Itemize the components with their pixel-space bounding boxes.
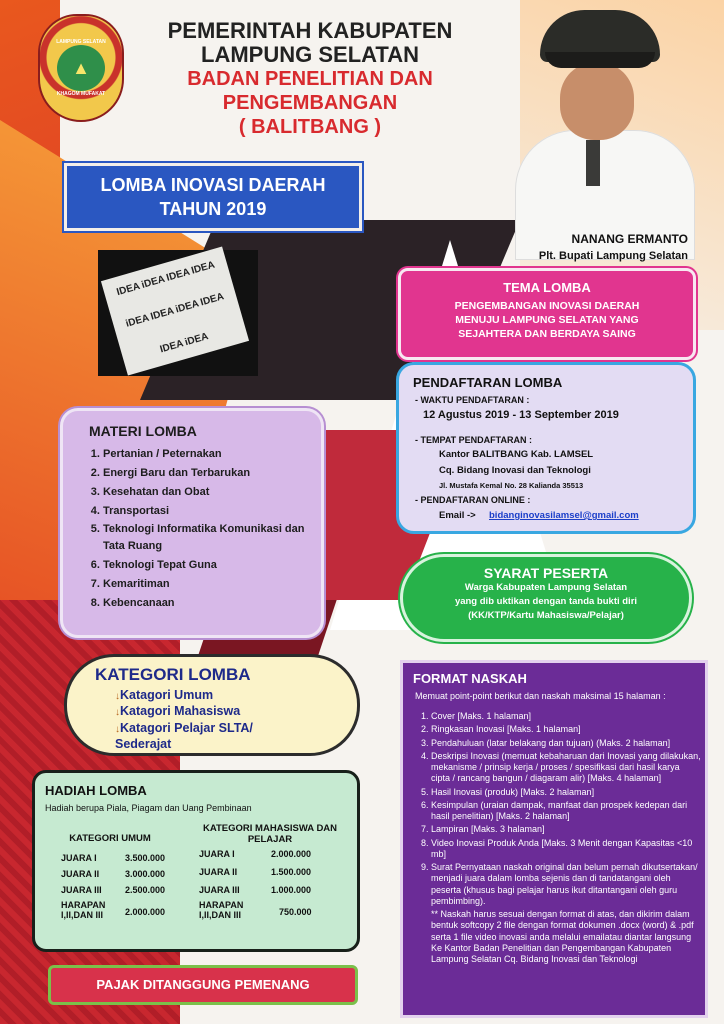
contest-banner (64, 163, 362, 231)
materi-item: 6. Teknologi Tepat Guna (103, 556, 321, 575)
umum-label: JUARA III (61, 885, 102, 895)
tempat-line-2: Cq. Bidang Inovasi dan Teknologi (439, 465, 591, 476)
idea-word: IDEA (158, 338, 185, 356)
syarat-line-3: (KK/KTP/Kartu Mahasiswa/Pelajar) (468, 609, 624, 621)
syarat-box (400, 554, 692, 642)
header-line-1: PEMERINTAH KABUPATEN (167, 18, 453, 43)
materi-box (60, 408, 324, 638)
tema-box (398, 268, 696, 360)
tema-line-2: MENUJU LAMPUNG SELATAN YANG (455, 314, 639, 327)
format-item: 3. Pendahuluan (latar belakang dan tujuan) (Maks. 2 halaman] (431, 738, 701, 749)
umum-value: 3.000.000 (125, 869, 166, 879)
idea-word: IDEA (149, 305, 176, 324)
format-item: 2. Ringkasan Inovasi [Maks. 1 halaman] (431, 724, 701, 735)
kategori-item: ↓ Katagori Mahasiswa (115, 703, 305, 719)
format-item: 8. Video Inovasi Produk Anda [Maks. 3 Menit dengan Kapasitas <10 mb] (431, 838, 701, 861)
tempat-line-1: Kantor BALITBANG Kab. LAMSEL (439, 449, 594, 460)
mahasiswa-label: JUARA III (199, 885, 240, 895)
idea-word: IDEA (199, 291, 226, 309)
format-intro: Memuat point-point berikut dan naskah maksimal 15 halaman : (415, 691, 666, 701)
header-line-4: PENGEMBANGAN (222, 92, 398, 114)
kategori-title: KATEGORI LOMBA (95, 665, 251, 684)
pendaftaran-title: PENDAFTARAN LOMBA (413, 375, 563, 390)
hadiah-title: HADIAH LOMBA (45, 783, 147, 798)
tema-title: TEMA LOMBA (503, 280, 591, 295)
header-line-2: LAMPUNG SELATAN (201, 42, 419, 67)
mahasiswa-value: 2.000.000 (271, 849, 312, 859)
hadiah-box (32, 770, 360, 952)
waktu-value: 12 Agustus 2019 - 13 September 2019 (423, 409, 619, 421)
syarat-line-2: yang dib uktikan dengan tanda bukti diri (454, 595, 638, 607)
official-cap-visor (545, 52, 655, 68)
idea-word: IDEA (165, 266, 192, 284)
idea-word: iDEA (183, 330, 210, 349)
materi-list (73, 445, 321, 613)
idea-word: iDEA (124, 313, 151, 331)
banner-line-1: LOMBA INOVASI DAERAH (100, 174, 326, 195)
idea-word: iDEA (140, 273, 167, 292)
kategori-list (115, 687, 305, 752)
mahasiswa-value: 750.000 (279, 907, 312, 917)
materi-title: MATERI LOMBA (89, 423, 197, 439)
umum-value: 2.500.000 (125, 885, 166, 895)
tempat-label: - TEMPAT PENDAFTARAN : (415, 435, 532, 445)
kategori-item: ↓ Katagori Pelajar SLTA/ Sederajat (115, 720, 305, 753)
waktu-label: - WAKTU PENDAFTARAN : (415, 395, 530, 405)
logo-emblem-icon: ▲ (57, 45, 105, 91)
materi-item: 8. Kebencanaan (103, 594, 321, 613)
pendaftaran-box (396, 362, 696, 534)
format-item: 6. Kesimpulan (uraian dampak, manfaat dan prospek kedepan dari hasil penelitian) [Maks. 2 halaman] (431, 800, 701, 823)
mahasiswa-value: 1.500.000 (271, 867, 312, 877)
official-face (560, 62, 634, 140)
format-box (400, 660, 708, 1018)
tema-line-3: SEJAHTERA DAN BERDAYA SAING (458, 328, 636, 341)
regency-logo (38, 14, 124, 122)
syarat-title: SYARAT PESERTA (483, 565, 609, 581)
kategori-box (64, 654, 360, 756)
umum-value: 2.000.000 (125, 907, 166, 917)
hadiah-col1-header: KATEGORI UMUM (69, 833, 151, 844)
format-item: 9. Surat Pernyataan naskah original dan belum pernah dikutsertakan/ menjadi juara dalam lomba sejenis dan di tandatangani oleh peserta (khusus bagi pelajar harus ikut ditantangani oleh guru pembimbing). (431, 862, 701, 907)
idea-word: iDEA (174, 298, 201, 316)
format-title: FORMAT NASKAH (413, 671, 527, 686)
idea-word: IDEA (190, 259, 217, 277)
mahasiswa-label: JUARA II (199, 867, 238, 877)
umum-label: JUARA I (61, 853, 97, 863)
materi-item: 1. Pertanian / Peternakan (103, 445, 321, 464)
materi-item: 3. Kesehatan dan Obat (103, 483, 321, 502)
header-line-3: BADAN PENELITIAN DAN (187, 68, 433, 90)
format-list (411, 711, 701, 965)
umum-value: 3.500.000 (125, 853, 166, 863)
email-link[interactable]: bidanginovasilamsel@gmail.com (489, 510, 639, 521)
tempat-line-3: Jl. Mustafa Kemal No. 28 Kalianda 35513 (439, 481, 584, 490)
hadiah-subtitle: Hadiah berupa Piala, Piagam dan Uang Pembinaan (45, 803, 252, 813)
materi-item: 7. Kemaritiman (103, 575, 321, 594)
materi-item: 2. Energi Baru dan Terbarukan (103, 464, 321, 483)
official-name: NANANG ERMANTO (571, 232, 688, 246)
hadiah-col2-header: KATEGORI MAHASISWA DAN PELAJAR (202, 823, 338, 845)
format-item: 4. Deskripsi Inovasi (memuat kebaharuan dari Inovasi yang dilakukan, mekanisme / prinsip kerja / proses / spesifikasi dari hasil karya cipta / rancang bangun / diagaram alir) [Maks. 4 halaman] (431, 751, 701, 785)
kategori-item: ↓ Katagori Umum (115, 687, 305, 703)
mahasiswa-label: HARAPAN I,II,DAN III (199, 900, 244, 920)
materi-item: 4. Transportasi (103, 502, 321, 521)
tema-line-1: PENGEMBANGAN INOVASI DAERAH (454, 300, 640, 312)
materi-item: 5. Teknologi Informatika Komunikasi dan Tata Ruang (103, 521, 321, 556)
official-title: Plt. Bupati Lampung Selatan (538, 250, 688, 262)
online-label: - PENDAFTARAN ONLINE : (415, 495, 531, 505)
header-line-5: ( BALITBANG ) (238, 116, 382, 138)
format-item: 5. Hasil Inovasi (produk) [Maks. 2 halaman] (431, 787, 701, 798)
pajak-notice: PAJAK DITANGGUNG PEMENANG (48, 965, 358, 1005)
format-item: 1. Cover [Maks. 1 halaman] (431, 711, 701, 722)
format-note: ** Naskah harus sesuai dengan format di atas, dan dikirim dalam bentuk softcopy 2 file dengan format dokumen .docx (word) & .pdf serta 1 file video inovasi anda melalui emailatau diantar langsung Ke Kantor Badan Penelitian dan Pengembangan Kabupaten Lampung Selatan Cq. Bidang Inovasi dan Teknologi (431, 909, 694, 964)
umum-label: HARAPAN I,II,DAN III (61, 900, 106, 920)
logo-top-text: LAMPUNG SELATAN (56, 39, 106, 45)
email-label: Email -> (439, 510, 476, 521)
umum-label: JUARA II (61, 869, 100, 879)
syarat-line-1: Warga Kabupaten Lampung Selatan (464, 582, 628, 593)
mahasiswa-label: JUARA I (199, 849, 235, 859)
mahasiswa-value: 1.000.000 (271, 885, 312, 895)
banner-line-2: TAHUN 2019 (159, 199, 267, 219)
idea-word: IDEA (115, 281, 142, 299)
logo-bottom-text: KHAGOM MUFAKAT (56, 91, 106, 97)
official-tie (586, 140, 600, 186)
format-item: 7. Lampiran [Maks. 3 halaman] (431, 824, 701, 835)
